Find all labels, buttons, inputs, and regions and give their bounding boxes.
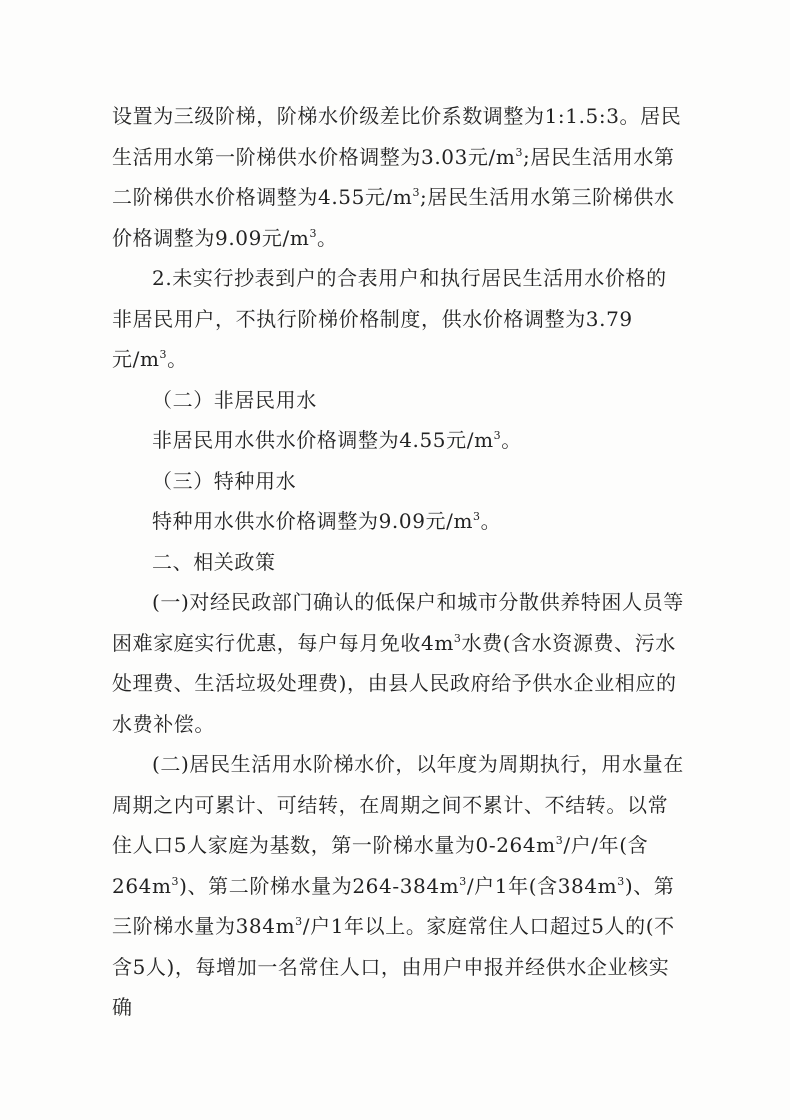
section-heading: （三）特种用水 bbox=[152, 468, 297, 493]
section-heading: （二）非居民用水 bbox=[152, 387, 317, 412]
document-body bbox=[112, 96, 684, 1028]
paragraph: 设置为三级阶梯，阶梯水价级差比价系数调整为1:1.5:3。居民生活用水第一阶梯供水价格调整为3.03元$/m^3$;居民生活用水第二阶梯供水价格调整为4.55元$/m^3$;居民生活用水第三阶梯供水价格调整为9.09元$/m^3$。 bbox=[112, 104, 682, 250]
paragraph: 特种用水供水价格调整为9.09元$/m^3$。 bbox=[152, 509, 502, 533]
section-heading: 二、相关政策 bbox=[152, 549, 276, 574]
paragraph: 2.未实行抄表到户的合表用户和执行居民生活用水价格的非居民用户，不执行阶梯价格制度，供水价格调整为3.79元$/m^3$。 bbox=[112, 266, 667, 371]
paragraph: (二)居民生活用水阶梯水价，以年度为周期执行，用水量在周期之内可累计、可结转，在周期之间不累计、不结转。以常住人口5人家庭为基数，第一阶梯水量为$0-264m^3/$户/年(含$264m^3$)、第二阶梯水量为$264-384m^3/$户1年(含$384m^3$)、第三阶梯水量为$384m^3/$户1年以上。家庭常住人口超过5人的(不含5人)，每增加一名常住人口，由用户申报并经供水企业核实确 bbox=[112, 752, 684, 1019]
paragraph: 非居民用水供水价格调整为4.55元$/m^3$。 bbox=[152, 428, 522, 452]
paragraph: (一)对经民政部门确认的低保户和城市分散供养特困人员等困难家庭实行优惠，每户每月免收$4m^3$水费(含水资源费、污水处理费、生活垃圾处理费)，由县人民政府给予供水企业相应的水费补偿。 bbox=[112, 590, 684, 736]
